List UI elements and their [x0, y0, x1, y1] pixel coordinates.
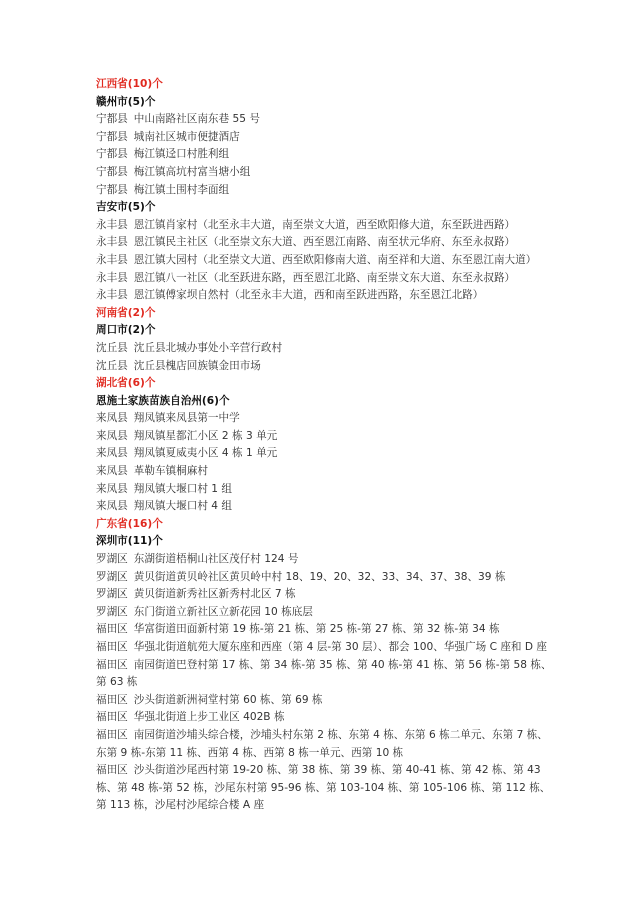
location-text: 沙头街道新洲祠堂村第 60 栋、第 69 栋 [133, 693, 323, 706]
location-text: 恩江镇傅家坝自然村（北至永丰大道，西和南至跃进西路，东至恩江北路） [133, 289, 484, 302]
list-item [96, 129, 556, 147]
list-item [96, 621, 556, 639]
location-text: 东门街道立新社区立新花园 10 栋底层 [133, 605, 313, 618]
district-name: 沈丘县 [96, 341, 128, 354]
list-item [96, 762, 556, 815]
location-text: 翔凤镇来凤县第一中学 [133, 412, 240, 425]
district-name: 永丰县 [96, 218, 128, 231]
list-item [96, 164, 556, 182]
location-text: 梅江镇迳口村胜利组 [133, 148, 230, 161]
district-name: 沈丘县 [96, 359, 128, 372]
district-name: 罗湖区 [96, 588, 128, 601]
list-item [96, 445, 556, 463]
list-item [96, 428, 556, 446]
city-heading: 恩施土家族苗族自治州(6)个 [96, 394, 230, 407]
list-item [96, 234, 556, 252]
district-name: 福田区 [96, 764, 128, 777]
document-body [96, 76, 556, 815]
district-name: 福田区 [96, 658, 128, 671]
list-item [96, 498, 556, 516]
list-item [96, 481, 556, 499]
province-heading: 广东省(16)个 [96, 517, 163, 530]
location-text: 东湖街道梧桐山社区茂仔村 124 号 [133, 553, 299, 566]
district-name: 来凤县 [96, 447, 128, 460]
district-name: 来凤县 [96, 500, 128, 513]
district-name: 福田区 [96, 711, 128, 724]
city-heading: 周口市(2)个 [96, 324, 156, 337]
location-text: 恩江镇民主社区（北至崇文东大道、西至恩江南路、南至状元华府、东至永叔路） [133, 236, 516, 249]
list-item [96, 551, 556, 569]
district-name: 来凤县 [96, 482, 128, 495]
list-item [96, 146, 556, 164]
district-name: 永丰县 [96, 236, 128, 249]
location-text: 翔凤镇星都汇小区 2 栋 3 单元 [133, 429, 278, 442]
location-text: 恩江镇八一社区（北至跃进东路，西至恩江北路、南至崇文东大道、东至永叔路） [133, 271, 516, 284]
district-name: 罗湖区 [96, 553, 128, 566]
district-name: 福田区 [96, 623, 128, 636]
district-name: 罗湖区 [96, 570, 128, 583]
district-name: 福田区 [96, 693, 128, 706]
location-text: 华强北街道上步工业区 402B 栋 [133, 711, 285, 724]
province-heading: 河南省(2)个 [96, 306, 156, 319]
location-text: 城南社区城市便捷酒店 [133, 130, 240, 143]
district-name: 永丰县 [96, 253, 128, 266]
location-text: 恩江镇大园村（北至崇文大道、西至欧阳修南大道、南至祥和大道、东至恩江南大道） [133, 253, 537, 266]
location-text: 南园街道沙埔头综合楼，沙埔头村东第 2 栋、东第 4 栋、东第 6 栋二单元、东第 7 栋、东第 9 栋-东第 11 栋、西第 4 栋、西第 8 栋一单元、西第 10 栋 [96, 728, 548, 759]
location-text: 黄贝街道新秀社区新秀村北区 7 栋 [133, 588, 296, 601]
district-name: 来凤县 [96, 429, 128, 442]
list-item [96, 111, 556, 129]
location-text: 黄贝街道黄贝岭社区黄贝岭中村 18、19、20、32、33、34、37、38、39 栋 [133, 570, 506, 583]
list-item [96, 182, 556, 200]
list-item [96, 604, 556, 622]
location-text: 华强北街道航苑大厦东座和西座（第 4 层-第 30 层）、都会 100、华强广场 C 座和 D 座 [133, 641, 548, 653]
district-name: 宁都县 [96, 113, 128, 126]
district-name: 罗湖区 [96, 605, 128, 618]
province-heading: 湖北省(6)个 [96, 377, 156, 390]
list-item [96, 410, 556, 428]
province-heading: 江西省(10)个 [96, 78, 163, 90]
district-name: 永丰县 [96, 271, 128, 284]
district-name: 宁都县 [96, 183, 128, 196]
location-text: 恩江镇肖家村（北至永丰大道，南至崇文大道，西至欧阳修大道，东至跃进西路） [133, 218, 516, 231]
district-name: 来凤县 [96, 465, 128, 478]
list-item [96, 217, 556, 235]
list-item [96, 463, 556, 481]
list-item [96, 252, 556, 270]
list-item [96, 727, 556, 762]
location-text: 翔凤镇大堰口村 1 组 [133, 482, 233, 495]
city-heading: 赣州市(5)个 [96, 95, 156, 108]
district-name: 永丰县 [96, 289, 128, 302]
location-text: 革勒车镇桐麻村 [133, 465, 208, 478]
location-text: 梅江镇高坑村富当塘小组 [133, 165, 251, 178]
district-name: 福田区 [96, 641, 128, 653]
district-name: 宁都县 [96, 165, 128, 178]
list-item [96, 287, 556, 305]
city-heading: 深圳市(11)个 [96, 535, 163, 548]
list-item [96, 340, 556, 358]
location-text: 沈丘县北城办事处小辛营行政村 [133, 341, 283, 354]
location-text: 沙头街道沙尾西村第 19-20 栋、第 38 栋、第 39 栋、第 40-41 栋、第 42 栋、第 43 栋、第 48 栋-第 52 栋，沙尾东村第 95-96 栋、第 103-104 栋、第 105-106 栋、第 112 栋、第 113 栋，沙尾村沙尾综合楼 A 座 [96, 764, 551, 812]
location-text: 梅江镇土围村李面组 [133, 183, 230, 196]
list-item [96, 709, 556, 727]
district-name: 来凤县 [96, 412, 128, 425]
location-text: 沈丘县槐店回族镇金田市场 [133, 359, 261, 372]
list-item [96, 586, 556, 604]
list-item [96, 358, 556, 376]
location-text: 南园街道巴登村第 17 栋、第 34 栋-第 35 栋、第 40 栋-第 41 栋、第 56 栋-第 58 栋、第 63 栋 [96, 658, 552, 689]
district-name: 宁都县 [96, 130, 128, 143]
list-item [96, 692, 556, 710]
location-text: 华富街道田面新村第 19 栋-第 21 栋、第 25 栋-第 27 栋、第 32 栋-第 34 栋 [133, 623, 500, 636]
city-heading: 吉安市(5)个 [96, 201, 156, 214]
district-name: 宁都县 [96, 148, 128, 161]
list-item [96, 657, 556, 692]
list-item [96, 270, 556, 288]
location-text: 翔凤镇大堰口村 4 组 [133, 500, 233, 513]
location-text: 翔凤镇夏威夷小区 4 栋 1 单元 [133, 447, 278, 460]
list-item [96, 569, 556, 587]
list-item [96, 639, 556, 657]
district-name: 福田区 [96, 728, 128, 741]
location-text: 中山南路社区南东巷 55 号 [133, 113, 260, 126]
